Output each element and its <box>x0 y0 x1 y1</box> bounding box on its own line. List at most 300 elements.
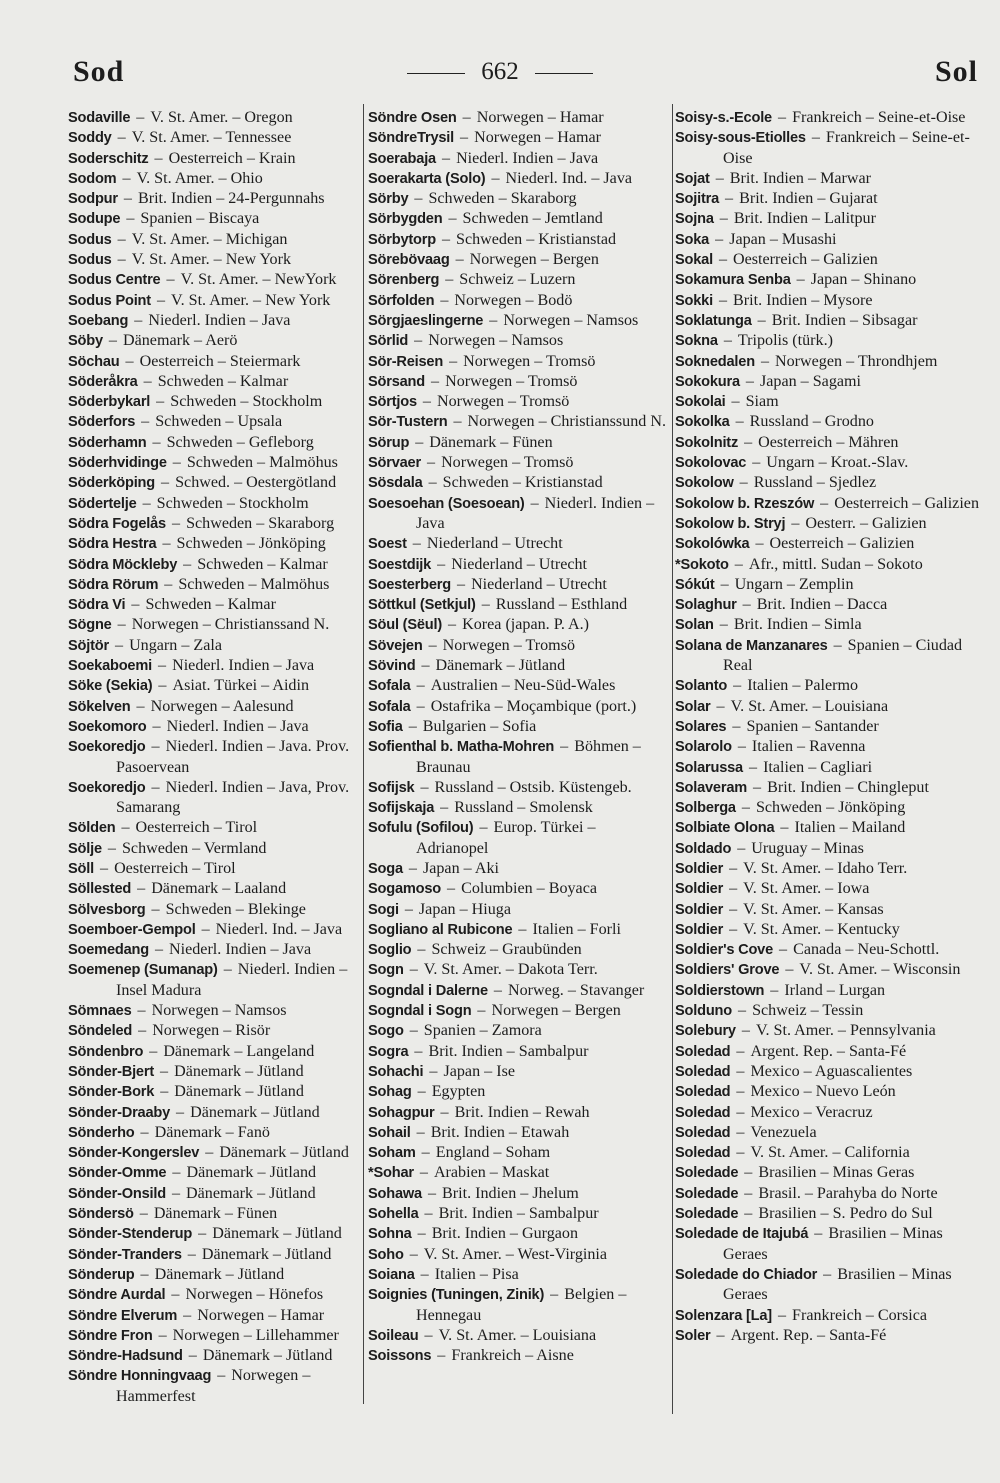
gazetteer-entry <box>675 250 985 270</box>
gazetteer-entry <box>368 1224 668 1244</box>
entry-separator: – <box>113 616 130 634</box>
entry-separator: – <box>732 1042 749 1060</box>
entry-headword: Sojat <box>675 170 710 187</box>
gazetteer-entry <box>675 1306 985 1326</box>
entry-separator: – <box>160 575 177 593</box>
entry-headword: Sönder-Omme <box>68 1165 167 1182</box>
entry-location: Schweden – Malmöhus <box>178 575 330 593</box>
entry-location: Norwegen – Throndhjem <box>775 352 938 370</box>
entry-headword: Södra Möckleby <box>68 556 178 573</box>
gazetteer-entry <box>368 108 668 128</box>
gazetteer-entry <box>68 717 358 737</box>
gazetteer-entry <box>68 636 358 656</box>
entry-separator: – <box>436 799 453 817</box>
entry-headword: Söke (Sekia) <box>68 678 153 695</box>
entry-location: Norwegen – Aalesund <box>150 697 294 715</box>
entry-headword: Soledade de Itajubá <box>675 1226 809 1243</box>
entry-location: Brit. Indien – Jhelum <box>442 1184 579 1202</box>
entry-headword: Sofienthal b. Matha-Mohren <box>368 739 555 756</box>
entry-separator: – <box>433 1347 450 1365</box>
gazetteer-entry <box>68 1184 358 1204</box>
entry-separator: – <box>437 149 455 167</box>
entry-separator: – <box>740 1184 757 1202</box>
entry-headword: Sodus Centre <box>68 272 161 289</box>
entry-headword: Soledade <box>675 1185 739 1202</box>
entry-headword: Söndre-Hadsund <box>68 1348 183 1365</box>
gazetteer-entry <box>368 778 668 798</box>
entry-headword: Soledad <box>675 1063 731 1080</box>
entry-headword: Sönder-Onsild <box>68 1185 166 1202</box>
entry-location: Oesterreich – Krain <box>168 149 296 167</box>
gazetteer-entry <box>675 960 985 980</box>
gazetteer-entry <box>68 940 358 960</box>
entry-column-2 <box>368 108 668 1366</box>
gazetteer-entry <box>368 291 668 311</box>
entry-separator: – <box>721 190 738 208</box>
gazetteer-entry <box>675 514 985 534</box>
gazetteer-entry <box>68 514 358 534</box>
entry-separator: – <box>731 413 748 431</box>
page-number: 662 <box>481 58 519 85</box>
entry-location: Ungarn – Zala <box>129 636 223 654</box>
entry-location: Schweden – Kalmar <box>157 372 289 390</box>
entry-separator: – <box>154 1326 171 1344</box>
entry-location: Brit. Indien – Rewah <box>454 1103 590 1121</box>
entry-separator: – <box>449 413 466 431</box>
entry-separator: – <box>168 454 185 472</box>
entry-location: V. St. Amer. – California <box>750 1144 910 1162</box>
entry-headword: Sodpur <box>68 191 118 208</box>
entry-location: Dänemark – Jütland <box>190 1103 320 1121</box>
entry-headword: Sojna <box>675 211 714 228</box>
entry-separator: – <box>417 657 434 675</box>
entry-separator: – <box>162 271 179 289</box>
entry-separator: – <box>441 271 458 289</box>
entry-headword: Sörup <box>368 434 410 451</box>
gazetteer-entry <box>68 1265 358 1285</box>
entry-headword: Sogo <box>368 1023 404 1040</box>
entry-separator: – <box>416 1265 433 1283</box>
entry-location: Russland – Sjedlez <box>753 474 877 492</box>
entry-location: Niederl. Indien – Java. Prov. Pasoervean <box>116 738 350 776</box>
entry-location: Norwegen – Christianssand N. <box>131 616 330 634</box>
gazetteer-entry <box>675 636 985 677</box>
entry-location: Asiat. Türkei – Aidin <box>172 677 309 695</box>
entry-headword: Sösdala <box>368 475 423 492</box>
entry-location: Norweg. – Stavanger <box>507 981 645 999</box>
entry-separator: – <box>436 1103 453 1121</box>
entry-headword: Sörtjos <box>368 394 417 411</box>
entry-separator: – <box>150 941 168 959</box>
entry-headword: Sömnaes <box>68 1003 132 1020</box>
entry-headword: Soledad <box>675 1145 731 1162</box>
entry-headword: Soestdijk <box>368 556 432 573</box>
gazetteer-entry <box>675 392 985 412</box>
entry-separator: – <box>740 1164 757 1182</box>
entry-headword: Soledad <box>675 1124 731 1141</box>
entry-location: Dänemark – Jütland <box>154 1265 285 1283</box>
gazetteer-entry <box>368 575 668 595</box>
entry-location: Norwegen – Hamar <box>474 129 602 147</box>
entry-headword: Sokolówka <box>675 536 750 553</box>
gazetteer-entry <box>68 656 358 676</box>
gazetteer-entry <box>368 940 668 960</box>
gazetteer-entry <box>675 1224 985 1265</box>
entry-separator: – <box>155 1062 173 1080</box>
entry-location: Irland – Lurgan <box>784 981 886 999</box>
entry-headword: Soemedang <box>68 942 149 959</box>
entry-headword: Soldier <box>675 921 724 938</box>
entry-location: Norwegen – Tromsö <box>463 352 596 370</box>
gazetteer-entry <box>68 1224 358 1244</box>
entry-headword: Solaghur <box>675 597 737 614</box>
entry-headword: Solaveram <box>675 779 748 796</box>
entry-location: Brit. Indien – Dacca <box>756 596 888 614</box>
entry-headword: Solares <box>675 718 727 735</box>
entry-separator: – <box>715 210 732 228</box>
entry-headword: Sörlid <box>368 333 409 350</box>
entry-location: V. St. Amer. – Louisiana <box>730 697 889 715</box>
entry-location: Niederl. Indien – Java <box>166 717 309 735</box>
entry-location: Niederl. Indien – Java <box>148 311 291 329</box>
entry-headword: Soldier's Cove <box>675 942 773 959</box>
entry-separator: – <box>418 393 435 411</box>
entry-location: Oesterreich – Galizien <box>733 251 878 269</box>
entry-location: Egypten <box>431 1083 486 1101</box>
gazetteer-entry <box>675 555 985 575</box>
entry-location: Schweden – Vermland <box>121 839 267 857</box>
entry-separator: – <box>183 1245 200 1263</box>
entry-location: Dänemark – Jütland <box>212 1225 342 1243</box>
entry-location: England – Soham <box>435 1144 551 1162</box>
entry-location: Ostafrika – Moçambique (port.) <box>430 697 637 715</box>
column-divider <box>363 104 364 1404</box>
entry-separator: – <box>445 352 462 370</box>
entry-separator: – <box>127 596 144 614</box>
entry-headword: Soledad <box>675 1084 731 1101</box>
entry-separator: – <box>184 1347 201 1365</box>
entry-location: Schweden – Blekinge <box>165 900 306 918</box>
entry-location: Brit. Indien – Chingleput <box>767 778 929 796</box>
gazetteer-entry <box>68 859 358 879</box>
entry-location: Oesterreich – Galizien <box>769 535 915 553</box>
entry-separator: – <box>133 880 150 898</box>
entry-separator: – <box>122 210 139 228</box>
gazetteer-entry <box>675 453 985 473</box>
entry-separator: – <box>136 1123 153 1141</box>
entry-location: Russland – Esthland <box>495 596 628 614</box>
entry-headword: Sörgjaeslingerne <box>368 312 484 329</box>
entry-location: Dänemark – Jütland <box>186 1164 317 1182</box>
entry-separator: – <box>749 778 766 796</box>
entry-separator: – <box>157 474 174 492</box>
entry-location: Spanien – Santander <box>746 717 879 735</box>
entry-location: Dänemark – Jütland <box>201 1245 332 1263</box>
entry-headword: Sokal <box>675 252 713 269</box>
gazetteer-entry <box>675 1163 985 1183</box>
page-number-block <box>0 58 1000 86</box>
entry-location: Niederl. Indien – Java <box>172 657 315 675</box>
entry-headword: Soledad <box>675 1043 731 1060</box>
entry-separator: – <box>139 372 156 390</box>
entry-separator: – <box>711 230 728 248</box>
gazetteer-entry <box>675 981 985 1001</box>
entry-separator: – <box>473 1002 490 1020</box>
gazetteer-entry <box>675 352 985 372</box>
gazetteer-entry <box>368 1285 668 1326</box>
entry-headword: Soho <box>368 1246 404 1263</box>
entry-location: Norwegen – Hönefos <box>185 1286 324 1304</box>
entry-separator: – <box>411 433 428 451</box>
gazetteer-entry <box>368 149 668 169</box>
gazetteer-entry <box>675 1265 985 1306</box>
entry-separator: – <box>556 738 573 756</box>
gazetteer-entry <box>675 433 985 453</box>
entry-headword: *Sohar <box>368 1165 414 1182</box>
entry-location: Schweden – Jönköping <box>176 535 326 553</box>
entry-headword: Soledade <box>675 1206 739 1223</box>
entry-headword: Söby <box>68 333 103 350</box>
entry-headword: Sofulu (Sofilou) <box>368 820 474 837</box>
entry-location: Italien – Forli <box>532 920 621 938</box>
entry-headword: Söttkul (Setkjul) <box>368 597 476 614</box>
entry-location: V. St. Amer. – West-Virginia <box>423 1245 608 1263</box>
gazetteer-entry <box>68 555 358 575</box>
entry-headword: Sohachi <box>368 1063 424 1080</box>
entry-headword: Söderåkra <box>68 373 138 390</box>
entry-separator: – <box>485 311 502 329</box>
entry-headword: Sokolow b. Rzeszów <box>675 495 815 512</box>
entry-separator: – <box>197 920 214 938</box>
entry-headword: Soignies (Tuningen, Zinik) <box>368 1287 545 1304</box>
entry-headword: Soledade <box>675 1165 739 1182</box>
entry-location: Spanien – Ciudad Real <box>723 636 963 675</box>
entry-location: Oesterr. – Galizien <box>805 514 927 532</box>
entry-separator: – <box>417 1144 434 1162</box>
entry-location: Korea (japan. P. A.) <box>462 616 590 634</box>
entry-separator: – <box>451 251 468 269</box>
entry-separator: – <box>436 291 453 309</box>
entry-location: V. St. Amer. – Kansas <box>743 900 884 918</box>
entry-headword: Sörbytorp <box>368 231 436 248</box>
entry-separator: – <box>219 961 236 979</box>
gazetteer-entry <box>68 1062 358 1082</box>
entry-location: Russland – Grodno <box>749 413 874 431</box>
entry-headword: Söndenbro <box>68 1043 144 1060</box>
gazetteer-entry <box>675 879 985 899</box>
entry-separator: – <box>514 920 531 938</box>
entry-separator: – <box>443 880 460 898</box>
entry-separator: – <box>725 900 742 918</box>
entry-headword: Soemboer-Gempol <box>68 921 196 938</box>
gazetteer-entry <box>68 697 358 717</box>
gazetteer-entry <box>368 189 668 209</box>
entry-location: V. St. Amer. – Oregon <box>150 109 293 126</box>
entry-separator: – <box>727 393 744 411</box>
entry-headword: Solebury <box>675 1023 736 1040</box>
gazetteer-entry <box>675 473 985 493</box>
gazetteer-entry <box>675 1326 985 1346</box>
entry-location: Frankreich – Seine-et-Oise <box>723 129 970 167</box>
entry-separator: – <box>167 1184 185 1202</box>
entry-headword: Sokamura Senba <box>675 272 791 289</box>
entry-separator: – <box>410 332 427 350</box>
entry-location: Schweden – Stockholm <box>170 393 323 411</box>
entry-separator: – <box>725 880 742 898</box>
gazetteer-entry <box>68 169 358 189</box>
gazetteer-entry <box>68 920 358 940</box>
entry-location: Brasilien – Minas Geras <box>758 1164 915 1182</box>
entry-separator: – <box>733 839 750 857</box>
entry-headword: Sörbygden <box>368 211 443 228</box>
gazetteer-entry <box>675 737 985 757</box>
entry-headword: Soknedalen <box>675 353 755 370</box>
gazetteer-entry <box>68 1245 358 1265</box>
entry-separator: – <box>714 291 732 309</box>
entry-separator: – <box>213 1367 230 1385</box>
entry-headword: Sodus Point <box>68 292 151 309</box>
entry-separator: – <box>712 1326 729 1344</box>
entry-headword: Sönder-Stenderup <box>68 1226 193 1243</box>
entry-headword: Söderfors <box>68 414 136 431</box>
entry-separator: – <box>792 271 809 289</box>
entry-location: Schweiz – Luzern <box>459 271 576 289</box>
gazetteer-entry <box>368 697 668 717</box>
gazetteer-entry <box>675 940 985 960</box>
gazetteer-entry <box>675 1143 985 1163</box>
gazetteer-entry <box>675 1123 985 1143</box>
entry-location: Norwegen – Namsos <box>428 332 564 350</box>
entry-location: Siam <box>745 393 779 411</box>
entry-headword: Sövind <box>368 658 416 675</box>
entry-headword: Södra Fogelås <box>68 515 166 532</box>
entry-location: V. St. Amer. – New York <box>131 251 292 269</box>
gazetteer-entry <box>68 108 358 128</box>
entry-location: Brasil. – Parahyba do Norte <box>758 1184 938 1202</box>
entry-separator: – <box>168 1164 185 1182</box>
entry-separator: – <box>829 636 846 654</box>
gazetteer-entry <box>68 778 358 819</box>
entry-headword: Sogndal i Sogn <box>368 1003 472 1020</box>
entry-separator: – <box>725 859 742 877</box>
gazetteer-entry <box>368 615 668 635</box>
gazetteer-entry <box>68 737 358 778</box>
entry-location: Brit. Indien – Etawah <box>430 1123 570 1141</box>
entry-separator: – <box>810 1225 827 1243</box>
gazetteer-entry <box>368 453 668 473</box>
entry-headword: Soissons <box>368 1348 432 1365</box>
entry-separator: – <box>410 190 427 208</box>
entry-location: Brasilien – Minas Geraes <box>723 1265 952 1304</box>
entry-headword: Sör-Reisen <box>368 353 444 370</box>
entry-separator: – <box>732 1062 749 1080</box>
gazetteer-entry <box>68 311 358 331</box>
gazetteer-entry <box>675 1103 985 1123</box>
gazetteer-entry <box>675 1042 985 1062</box>
entry-headword: Sokolovac <box>675 455 747 472</box>
entry-location: Dänemark – Laaland <box>151 880 287 898</box>
entry-separator: – <box>135 1205 152 1223</box>
gazetteer-entry <box>368 1062 668 1082</box>
entry-location: Norwegen – Tromsö <box>441 454 574 472</box>
entry-location: Bulgarien – Sofia <box>422 717 537 735</box>
entry-location: Russland – Smolensk <box>454 799 593 817</box>
entry-headword: Sogndal i Dalerne <box>368 982 488 999</box>
entry-location: Niederland – Utrecht <box>471 575 607 593</box>
gazetteer-entry <box>675 839 985 859</box>
gazetteer-entry <box>368 473 668 493</box>
entry-separator: – <box>740 433 757 451</box>
entry-separator: – <box>154 677 171 695</box>
entry-location: Japan – Aki <box>422 859 499 877</box>
entry-separator: – <box>526 494 543 512</box>
gazetteer-entry <box>68 453 358 473</box>
entry-location: Oesterreich – Steiermark <box>139 352 301 370</box>
entry-headword: Söll <box>68 860 94 877</box>
gazetteer-entry <box>368 656 668 676</box>
entry-headword: Sönder-Bjert <box>68 1063 154 1080</box>
gazetteer-entry <box>68 1021 358 1041</box>
entry-location: Niederland – Utrecht <box>426 535 563 553</box>
entry-headword: Solduno <box>675 1003 732 1020</box>
entry-headword: Soekoredjo <box>68 779 146 796</box>
gazetteer-entry <box>68 372 358 392</box>
entry-separator: – <box>751 535 768 553</box>
entry-separator: – <box>444 616 461 634</box>
gazetteer-entry <box>675 169 985 189</box>
gazetteer-entry <box>675 1062 985 1082</box>
entry-separator: – <box>425 1062 442 1080</box>
gazetteer-entry <box>368 1245 668 1265</box>
header-right-catchword: Sol <box>934 55 978 88</box>
entry-location: V. St. Amer. – Iowa <box>743 880 870 898</box>
entry-headword: Soddy <box>68 130 112 147</box>
entry-location: V. St. Amer. – New York <box>171 291 331 309</box>
entry-location: Brit. Indien – Simla <box>733 616 862 634</box>
entry-separator: – <box>134 1022 151 1040</box>
entry-separator: – <box>766 981 783 999</box>
entry-headword: Soderschitz <box>68 150 149 167</box>
entry-headword: Soisy-sous-Etiolles <box>675 130 806 147</box>
entry-separator: – <box>748 454 765 472</box>
entry-separator: – <box>179 555 196 573</box>
entry-headword: Solarolo <box>675 739 732 756</box>
entry-headword: Soledad <box>675 1104 731 1121</box>
gazetteer-entry <box>368 412 668 432</box>
entry-location: Japan – Hiuga <box>418 900 511 918</box>
entry-location: Russland – Ostsib. Küstengeb. <box>434 778 632 796</box>
entry-headword: Sohna <box>368 1226 412 1243</box>
entry-separator: – <box>201 1144 218 1162</box>
gazetteer-entry <box>675 575 985 595</box>
entry-location: Uruguay – Minas <box>751 839 864 857</box>
gazetteer-entry <box>68 291 358 311</box>
entry-headword: Sökelven <box>68 698 131 715</box>
entry-separator: – <box>130 311 147 329</box>
entry-location: Spanien – Zamora <box>423 1022 542 1040</box>
entry-location: Mexico – Nuevo León <box>750 1083 896 1101</box>
entry-separator: – <box>732 1123 749 1141</box>
gazetteer-entry <box>675 270 985 290</box>
entry-location: Norwegen – Christianssund N. <box>467 413 666 431</box>
entry-location: Dänemark – Aerö <box>122 332 238 350</box>
entry-headword: Sönder-Bork <box>68 1084 155 1101</box>
entry-separator: – <box>133 1002 150 1020</box>
gazetteer-entry <box>368 494 668 535</box>
gazetteer-entry <box>675 595 985 615</box>
entry-headword: Soglio <box>368 942 412 959</box>
entry-location: Niederl. Indien – Java <box>416 494 655 532</box>
